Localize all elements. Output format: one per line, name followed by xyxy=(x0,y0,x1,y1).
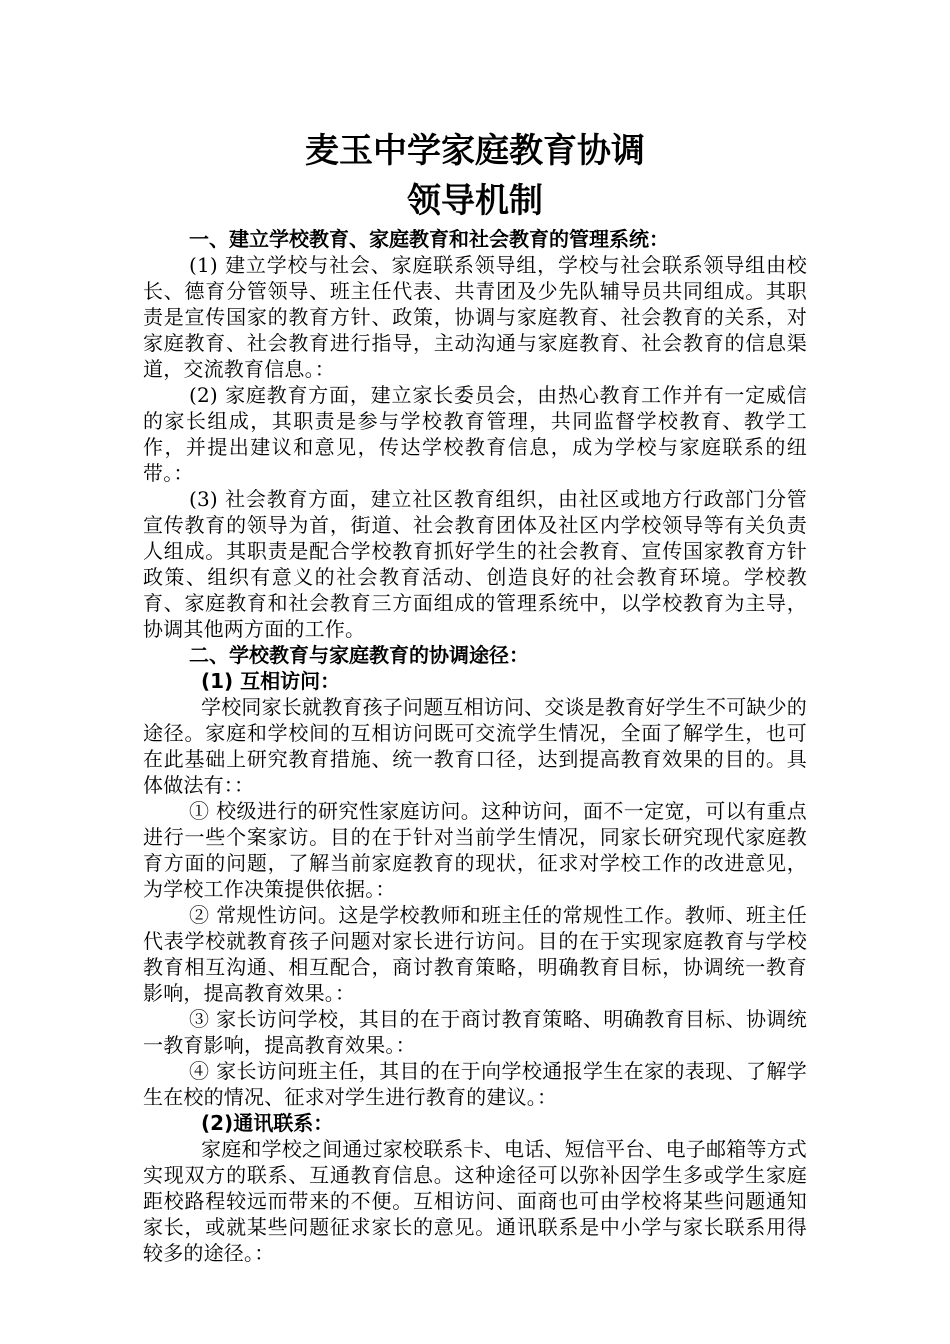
subsection-1-item-3: ③ 家长访问学校，其目的在于商讨教育策略、明确教育目标、协调统一教育影响，提高教育效果。： xyxy=(143,1007,807,1057)
subsection-1-intro: 学校同家长就教育孩子问题互相访问、交谈是教育好学生不可缺少的途径。家庭和学校间的互相访问既可交流学生情况，全面了解学生，也可在此基础上研究教育措施、统一教育口径，达到提高教育效果的目的。具体做法有：： xyxy=(143,695,807,797)
document-page xyxy=(143,128,807,1266)
section-2-heading: 二、学校教育与家庭教育的协调途径： xyxy=(189,643,529,667)
subsection-1-item-1: ① 校级进行的研究性家庭访问。这种访问，面不一定宽，可以有重点进行一些个案家访。目的在于针对当前学生情况，同家长研究现代家庭教育方面的问题，了解当前家庭教育的现状，征求对学校工作的改进意见，为学校工作决策提供依据。： xyxy=(143,799,807,901)
section-1-paragraph-1: (1) 建立学校与社会、家庭联系领导组，学校与社会联系领导组由校长、德育分管领导、班主任代表、共青团及少先队辅导员共同组成。其职责是宣传国家的教育方针、政策，协调与家庭教育、社会教育的关系，对家庭教育、社会教育进行指导，主动沟通与家庭教育、社会教育的信息渠道，交流教育信息。： xyxy=(143,253,807,381)
document-title-line-1: 麦玉中学家庭教育协调 xyxy=(305,131,645,171)
subsection-1-heading: (1) 互相访问： xyxy=(201,669,341,693)
subsection-1-item-4: ④ 家长访问班主任，其目的在于向学校通报学生在家的表现、了解学生在校的情况、征求对学生进行教育的建议。： xyxy=(143,1059,807,1109)
section-1-paragraph-3: (3) 社会教育方面，建立社区教育组织，由社区或地方行政部门分管宣传教育的领导为首，街道、社会教育团体及社区内学校领导等有关负责人组成。其职责是配合学校教育抓好学生的社会教育、宣传国家教育方针政策、组织有意义的社会教育活动、创造良好的社会教育环境。学校教育、家庭教育和社会教育三方面组成的管理系统中，以学校教育为主导，协调其他两方面的工作。 xyxy=(143,487,807,641)
subsection-1-item-2: ② 常规性访问。这是学校教师和班主任的常规性工作。教师、班主任代表学校就教育孩子问题对家长进行访问。目的在于实现家庭教育与学校教育相互沟通、相互配合，商讨教育策略，明确教育目标，协调统一教育影响，提高教育效果。： xyxy=(143,903,807,1005)
subsection-2-paragraph: 家庭和学校之间通过家校联系卡、电话、短信平台、电子邮箱等方式实现双方的联系、互通教育信息。这种途径可以弥补因学生多或学生家庭距校路程较远而带来的不便。互相访问、面商也可由学校将某些问题通知家长，或就某些问题征求家长的意见。通讯联系是中小学与家长联系用得较多的途径。： xyxy=(143,1137,807,1265)
section-1-heading: 一、建立学校教育、家庭教育和社会教育的管理系统： xyxy=(189,227,669,251)
section-1-paragraph-2: (2) 家庭教育方面，建立家长委员会，由热心教育工作并有一定威信的家长组成，其职责是参与学校教育管理，共同监督学校教育、教学工作，并提出建议和意见，传达学校教育信息，成为学校与家庭联系的纽带。： xyxy=(143,383,807,485)
subsection-2-heading: (2)通讯联系： xyxy=(201,1111,334,1135)
document-title-line-2: 领导机制 xyxy=(407,181,543,221)
